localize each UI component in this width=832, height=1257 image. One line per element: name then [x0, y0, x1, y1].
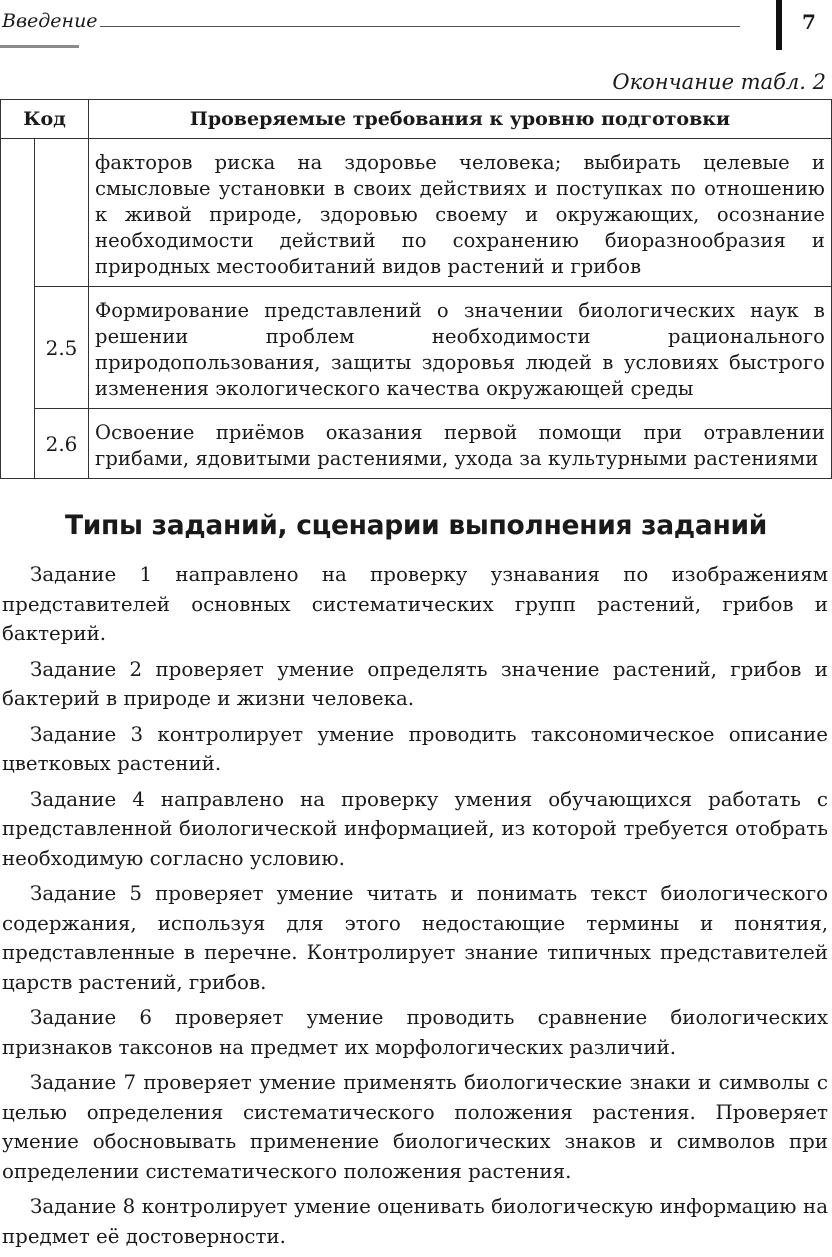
running-head-underline: [0, 45, 79, 48]
paragraph: Задание 1 направлено на проверку узнавания по изображениям представителей основных систематических групп растений, грибов и бактерий.: [2, 563, 828, 645]
paragraph: Задание 2 проверяет умение определять значение растений, грибов и бактерий в природе и жизни человека.: [2, 657, 828, 710]
row-text: Освоение приёмов оказания первой помощи при отравлении грибами, ядовитыми растениями, ухода за культурными растениями: [89, 409, 832, 479]
table-caption: Окончание табл. 2: [612, 70, 826, 94]
header-code: Код: [1, 100, 89, 139]
paragraph: Задание 7 проверяет умение применять биологические знаки и символы с целью определения систематического положения растения. Проверяет умение обосновывать применение биологических знаков и символов при определении систематического положения растения.: [2, 1071, 828, 1183]
paragraph: Задание 8 контролирует умение оценивать биологическую информацию на предмет её достоверности.: [2, 1195, 828, 1248]
section-title: Типы заданий, сценарии выполнения заданий: [64, 510, 768, 541]
row-text: Формирование представлений о значении биологических наук в решении проблем необходимости рационального природопользования, защиты здоровья людей в условиях быстрого изменения экологического качества окружающей среды: [89, 287, 832, 409]
row-code: 2.6: [35, 409, 89, 479]
table-row: [1, 287, 832, 409]
paragraph: Задание 3 контролирует умение проводить таксономическое описание цветковых растений.: [2, 722, 828, 775]
paragraph: Задание 5 проверяет умение читать и понимать текст биологического содержания, используя для этого недостающие термины и понятия, представленные в перечне. Контролирует знание типичных представителей царств растений, грибов.: [2, 882, 828, 994]
table-row: [1, 139, 832, 287]
header-requirements: Проверяемые требования к уровню подготовки: [89, 100, 832, 139]
running-head: [0, 8, 832, 48]
paragraph: Задание 6 проверяет умение проводить сравнение биологических признаков таксонов на предмет их морфологических различий.: [2, 1006, 828, 1059]
running-head-bar: [776, 0, 782, 50]
group-code-cell: [1, 139, 35, 479]
page-number: 7: [802, 10, 816, 34]
section-body: [2, 560, 828, 1257]
row-text: факторов риска на здоровье человека; выбирать целевые и смысловые установки в своих действиях и поступках по отношению к живой природе, здоровью своему и окружающих, осознание необходимости действий по сохранению биоразнообразия и природных местообитаний видов растений и грибов: [89, 139, 832, 287]
requirements-table: [0, 99, 832, 479]
row-code: [35, 139, 89, 287]
row-code: 2.5: [35, 287, 89, 409]
table-row: [1, 409, 832, 479]
running-head-title: Введение: [2, 10, 98, 32]
running-head-rule: [100, 26, 740, 27]
paragraph: Задание 4 направлено на проверку умения обучающихся работать с представленной биологической информацией, из которой требуется отобрать необходимую согласно условию.: [2, 787, 828, 870]
table-header-row: [1, 100, 832, 139]
